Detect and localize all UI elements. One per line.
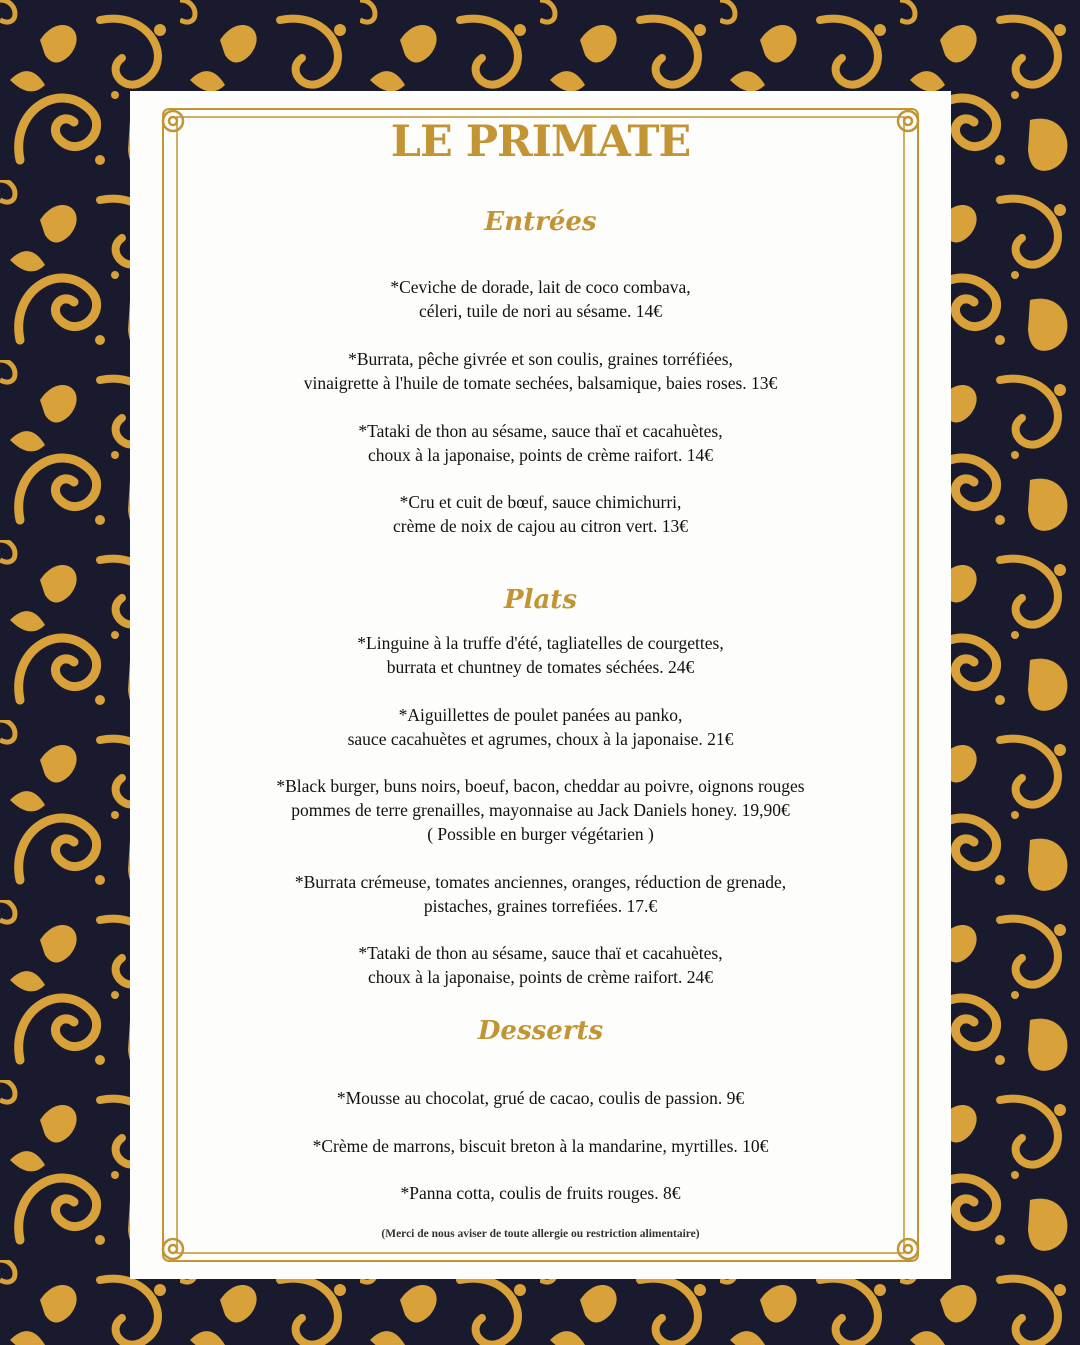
menu-item: *Black burger, buns noirs, boeuf, bacon, cheddar au poivre, oignons rouges pommes de terre grenailles, mayonnaise au Jack Daniels honey. 19,90€ ( Possible en burger végétarien ) — [276, 776, 805, 844]
menu-item: *Burrata crémeuse, tomates anciennes, oranges, réduction de grenade, pistaches, graines torrefiées. 17.€ — [294, 872, 787, 916]
menu-card — [130, 91, 951, 1279]
menu-item: *Mousse au chocolat, grué de cacao, coulis de passion. 9€ — [336, 1088, 745, 1108]
menu-item: *Crème de marrons, biscuit breton à la mandarine, myrtilles. 10€ — [312, 1136, 769, 1156]
menu-item: *Tataki de thon au sésame, sauce thaï et cacahuètes, choux à la japonaise, points de crème raifort. 24€ — [358, 943, 723, 987]
section-title-desserts: Desserts — [477, 1016, 604, 1046]
section-title-entrees: Entrées — [484, 207, 597, 237]
menu-item: *Cru et cuit de bœuf, sauce chimichurri, crème de noix de cajou au citron vert. 13€ — [393, 492, 688, 536]
menu-item: *Panna cotta, coulis de fruits rouges. 8€ — [400, 1183, 681, 1203]
menu-item: *Burrata, pêche givrée et son coulis, graines torréfiées, vinaigrette à l'huile de tomate sechées, balsamique, baies roses. 13€ — [303, 349, 778, 393]
restaurant-title: LE PRIMATE — [390, 117, 691, 167]
menu-item: *Linguine à la truffe d'été, tagliatelles de courgettes, burrata et chuntney de tomates séchées. 24€ — [357, 633, 724, 677]
menu-item: *Aiguillettes de poulet panées au panko, sauce cacahuètes et agrumes, choux à la japonaise. 21€ — [347, 705, 734, 749]
menu-item: *Ceviche de dorade, lait de coco combava, céleri, tuile de nori au sésame. 14€ — [390, 277, 691, 321]
menu-item: *Tataki de thon au sésame, sauce thaï et cacahuètes, choux à la japonaise, points de crème raifort. 14€ — [358, 421, 723, 465]
allergy-note: (Merci de nous aviser de toute allergie ou restriction alimentaire) — [381, 1228, 700, 1240]
section-title-plats: Plats — [504, 585, 577, 615]
